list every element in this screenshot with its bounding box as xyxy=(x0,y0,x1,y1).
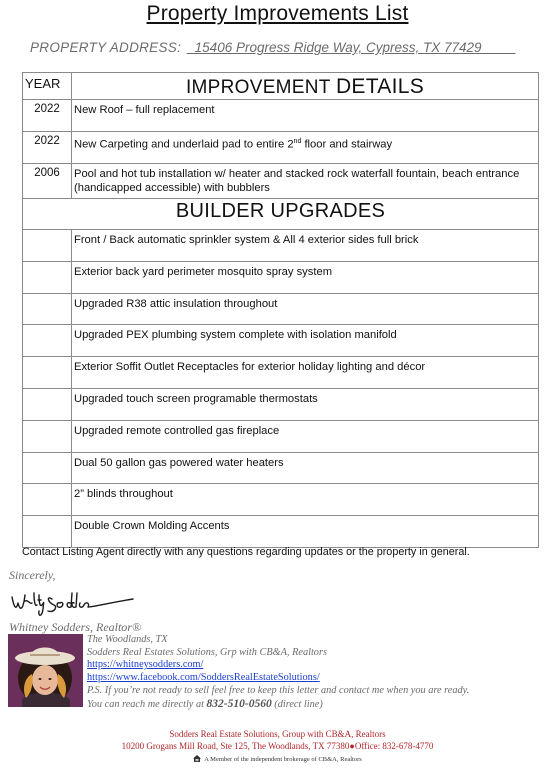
agent-info xyxy=(87,634,547,711)
footer-address: 10200 Grogans Mill Road, Ste 125, The Woodlands, TX 77380●Office: 832-678-4770 xyxy=(121,740,434,751)
table-row xyxy=(23,132,539,164)
page-title: Property Improvements List xyxy=(146,2,409,25)
empty-year-cell xyxy=(23,261,72,293)
table-row xyxy=(23,420,539,452)
sincerely-text: Sincerely, xyxy=(9,568,56,582)
table-row xyxy=(23,452,539,484)
upgrade-detail: Dual 50 gallon gas powered water heaters xyxy=(72,452,539,484)
agent-company: Sodders Real Estates Solutions, Grp with CB&A, Realtors xyxy=(87,646,327,658)
footer-disclaimer: A Member of the independent brokerage of CB&A, Realtors xyxy=(204,756,362,763)
table-row xyxy=(23,357,539,389)
footer-disclaimer-line xyxy=(0,754,555,766)
improvement-year: 2022 xyxy=(23,132,72,164)
address-value: _15406 Progress Ridge Way, Cypress, TX 77429 xyxy=(187,40,482,55)
agent-photo xyxy=(8,634,83,707)
improvement-detail: Pool and hot tub installation w/ heater and stacked rock waterfall fountain, beach entrance (handicapped accessible) with bubblers xyxy=(72,164,539,199)
property-address xyxy=(30,40,540,55)
table-row xyxy=(23,516,539,548)
website-link[interactable]: https://whitneysodders.com/ xyxy=(87,659,204,671)
phone-number: 832-510-0560 xyxy=(206,697,272,710)
table-header-row xyxy=(23,73,539,100)
reach-suffix: (direct line) xyxy=(271,698,323,710)
address-label: PROPERTY ADDRESS: xyxy=(30,40,182,55)
upgrade-detail: Exterior back yard perimeter mosquito spray system xyxy=(72,261,539,293)
empty-year-cell xyxy=(23,325,72,357)
upgrade-detail: Upgraded touch screen programable thermostats xyxy=(72,388,539,420)
footer-company: Sodders Real Estate Solutions, Group with CB&A, Realtors xyxy=(169,729,386,739)
agent-name: Whitney Sodders, Realtor® xyxy=(9,620,142,634)
table-row xyxy=(23,230,539,262)
empty-year-cell xyxy=(23,357,72,389)
table-row xyxy=(23,100,539,132)
upgrade-detail: Exterior Soffit Outlet Receptacles for exterior holiday lighting and décor xyxy=(72,357,539,389)
upgrade-detail: 2” blinds throughout xyxy=(72,484,539,516)
detail-text: floor and stairway xyxy=(301,138,393,151)
ps-note: P.S. If you’re not ready to sell feel free to keep this letter and contact me when you are ready. xyxy=(87,684,470,696)
empty-year-cell xyxy=(23,293,72,325)
upgrade-detail: Double Crown Molding Accents xyxy=(72,516,539,548)
builder-section-row xyxy=(23,199,539,230)
empty-year-cell xyxy=(23,484,72,516)
agent-portrait-icon xyxy=(8,634,83,707)
improvements-table xyxy=(22,72,539,548)
builder-upgrades-heading: BUILDER UPGRADES xyxy=(23,199,539,230)
upgrade-detail: Front / Back automatic sprinkler system & All 4 exterior sides full brick xyxy=(72,230,539,262)
table-row xyxy=(23,388,539,420)
table-row xyxy=(23,484,539,516)
upgrade-detail: Upgraded R38 attic insulation throughout xyxy=(72,293,539,325)
upgrade-detail: Upgraded remote controlled gas fireplace xyxy=(72,420,539,452)
improvement-year: 2006 xyxy=(23,164,72,199)
improvement-year: 2022 xyxy=(23,100,72,132)
detail-text: New Carpeting and underlaid pad to entire 2 xyxy=(74,138,294,151)
reach-prefix: You can reach me directly at xyxy=(87,698,207,710)
empty-year-cell xyxy=(23,516,72,548)
upgrade-detail: Upgraded PEX plumbing system complete with isolation manifold xyxy=(72,325,539,357)
table-row xyxy=(23,325,539,357)
facebook-link[interactable]: https://www.facebook.com/SoddersRealEstateSolutions/ xyxy=(87,672,320,684)
reach-line xyxy=(87,698,547,712)
contact-note: Contact Listing Agent directly with any questions regarding updates or the property in general. xyxy=(22,546,470,558)
empty-year-cell xyxy=(23,388,72,420)
ordinal-suffix: nd xyxy=(293,138,302,145)
improvement-detail: New Roof – full replacement xyxy=(72,100,539,132)
empty-year-cell xyxy=(23,230,72,262)
table-row xyxy=(23,293,539,325)
equal-housing-icon xyxy=(193,755,201,762)
improvement-detail xyxy=(72,132,539,164)
table-row xyxy=(23,164,539,199)
footer xyxy=(0,729,555,766)
details-header-suffix: DETAILS xyxy=(335,75,425,98)
empty-year-cell xyxy=(23,420,72,452)
table-row xyxy=(23,261,539,293)
signature-image xyxy=(8,581,138,619)
agent-location: The Woodlands, TX xyxy=(87,634,168,645)
details-header-prefix: IMPROVEMENT xyxy=(185,77,336,98)
year-column-header: YEAR xyxy=(23,73,72,100)
empty-year-cell xyxy=(23,452,72,484)
details-column-header xyxy=(72,73,539,100)
